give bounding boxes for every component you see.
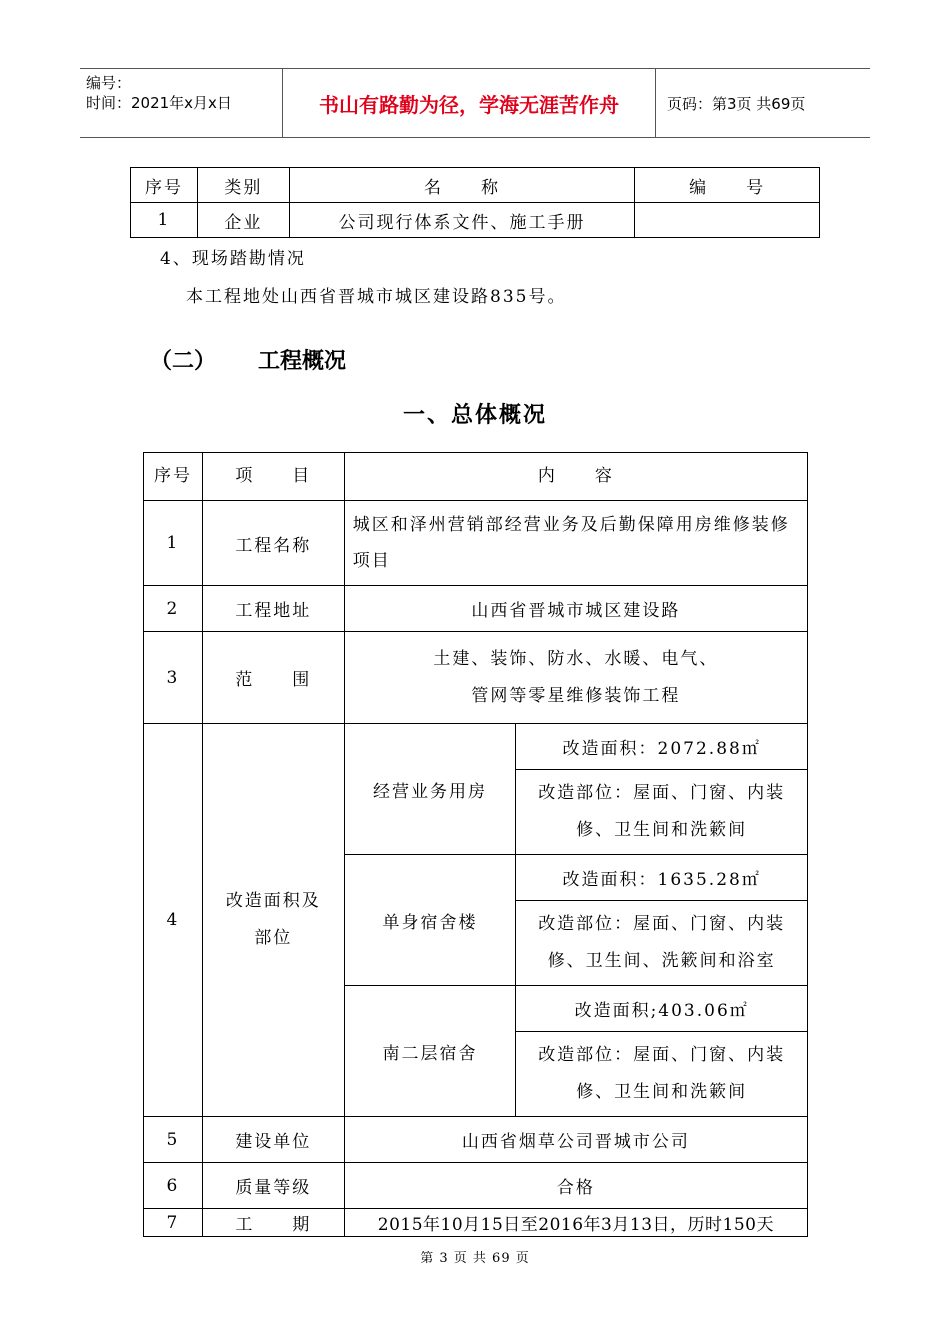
table-row (131, 203, 820, 238)
table-cell: 质量等级 (202, 1163, 344, 1209)
table-cell (516, 770, 808, 855)
header-cell: 序号 (131, 168, 198, 203)
table-row (144, 1163, 808, 1209)
header-cell: 名 称 (289, 168, 634, 203)
table-row (144, 632, 808, 724)
header-meta (80, 69, 282, 137)
table-cell: 范 围 (202, 632, 344, 724)
table-cell (344, 632, 807, 724)
content-line: 管网等零星维修装饰工程 (471, 685, 681, 706)
table-cell: 2 (144, 586, 203, 632)
table-cell: 2015年10月15日至2016年3月13日，历时150天 (344, 1209, 807, 1237)
table-row (144, 1117, 808, 1163)
section-heading (150, 344, 346, 375)
content-line: 部位 (254, 928, 293, 948)
table-cell: 工 期 (202, 1209, 344, 1237)
overview-table (143, 452, 808, 1237)
site-survey-heading: 4、现场踏勘情况 (160, 249, 306, 269)
table-cell: 单身宿舍楼 (344, 855, 516, 986)
table-cell: 7 (144, 1209, 203, 1237)
table-row (144, 586, 808, 632)
table-cell: 工程地址 (202, 586, 344, 632)
table-cell: 1 (144, 501, 203, 586)
table-row (144, 501, 808, 586)
content-line: 改造部位：屋面、门窗、内装 (538, 783, 786, 803)
table-cell: 3 (144, 632, 203, 724)
header-cell: 序号 (144, 453, 203, 501)
section-title: 工程概况 (258, 349, 347, 374)
table-cell: 4 (144, 724, 203, 1117)
header-page-info: 页码：第3页 共69页 (667, 94, 806, 113)
time-label: 时间：2021年x月x日 (86, 94, 232, 112)
page-footer: 第 3 页 共 69 页 (420, 1251, 530, 1266)
header-cell: 编 号 (635, 168, 820, 203)
table-cell: 改造面积;403.06㎡ (516, 986, 808, 1032)
table-row (144, 724, 808, 770)
table-cell (344, 501, 807, 586)
subtitle: 一、总体概况 (402, 403, 547, 428)
page-header (80, 68, 870, 138)
table-cell: 合格 (344, 1163, 807, 1209)
table-cell (516, 1032, 808, 1117)
table-cell: 南二层宿舍 (344, 986, 516, 1117)
table-cell: 企业 (197, 203, 289, 238)
table-cell: 山西省烟草公司晋城市公司 (344, 1117, 807, 1163)
table-cell: 5 (144, 1117, 203, 1163)
header-cell: 类别 (197, 168, 289, 203)
site-survey-text: 本工程地处山西省晋城市城区建设路835号。 (186, 287, 567, 307)
content-line: 城区和泽州营销部经营业务及后勤保障用房维修装修 (352, 515, 790, 535)
content-line: 改造部位：屋面、门窗、内装 (538, 1045, 786, 1065)
table-cell (202, 724, 344, 1117)
content-line: 修、卫生间和洗簌间 (576, 1082, 748, 1102)
content-line: 修、卫生间、洗簌间和浴室 (547, 951, 776, 971)
header-motto: 书山有路勤为径，学海无涯苦作舟 (282, 69, 656, 137)
table-cell (516, 901, 808, 986)
content-line: 项目 (352, 551, 391, 571)
table-cell: 经营业务用房 (344, 724, 516, 855)
table-cell: 工程名称 (202, 501, 344, 586)
header-cell: 项 目 (202, 453, 344, 501)
table-cell (635, 203, 820, 238)
table-cell: 1 (131, 203, 198, 238)
table-row (144, 1209, 808, 1237)
header-cell: 内 容 (344, 453, 807, 501)
table-cell: 6 (144, 1163, 203, 1209)
table-cell: 公司现行体系文件、施工手册 (289, 203, 634, 238)
table-cell: 改造面积：2072.88㎡ (516, 724, 808, 770)
table-header-row (131, 168, 820, 203)
table-cell: 山西省晋城市城区建设路 (344, 586, 807, 632)
content-line: 改造部位：屋面、门窗、内装 (538, 914, 786, 934)
content-line: 修、卫生间和洗簌间 (576, 820, 748, 840)
table-cell: 改造面积：1635.28㎡ (516, 855, 808, 901)
content-line: 改造面积及 (225, 891, 321, 911)
content-line: 土建、装饰、防水、水暖、电气、 (433, 648, 719, 669)
document-table (130, 167, 820, 238)
section-number: （二） (150, 349, 217, 374)
table-header-row (144, 453, 808, 501)
code-label: 编号： (86, 74, 132, 92)
table-cell: 建设单位 (202, 1117, 344, 1163)
